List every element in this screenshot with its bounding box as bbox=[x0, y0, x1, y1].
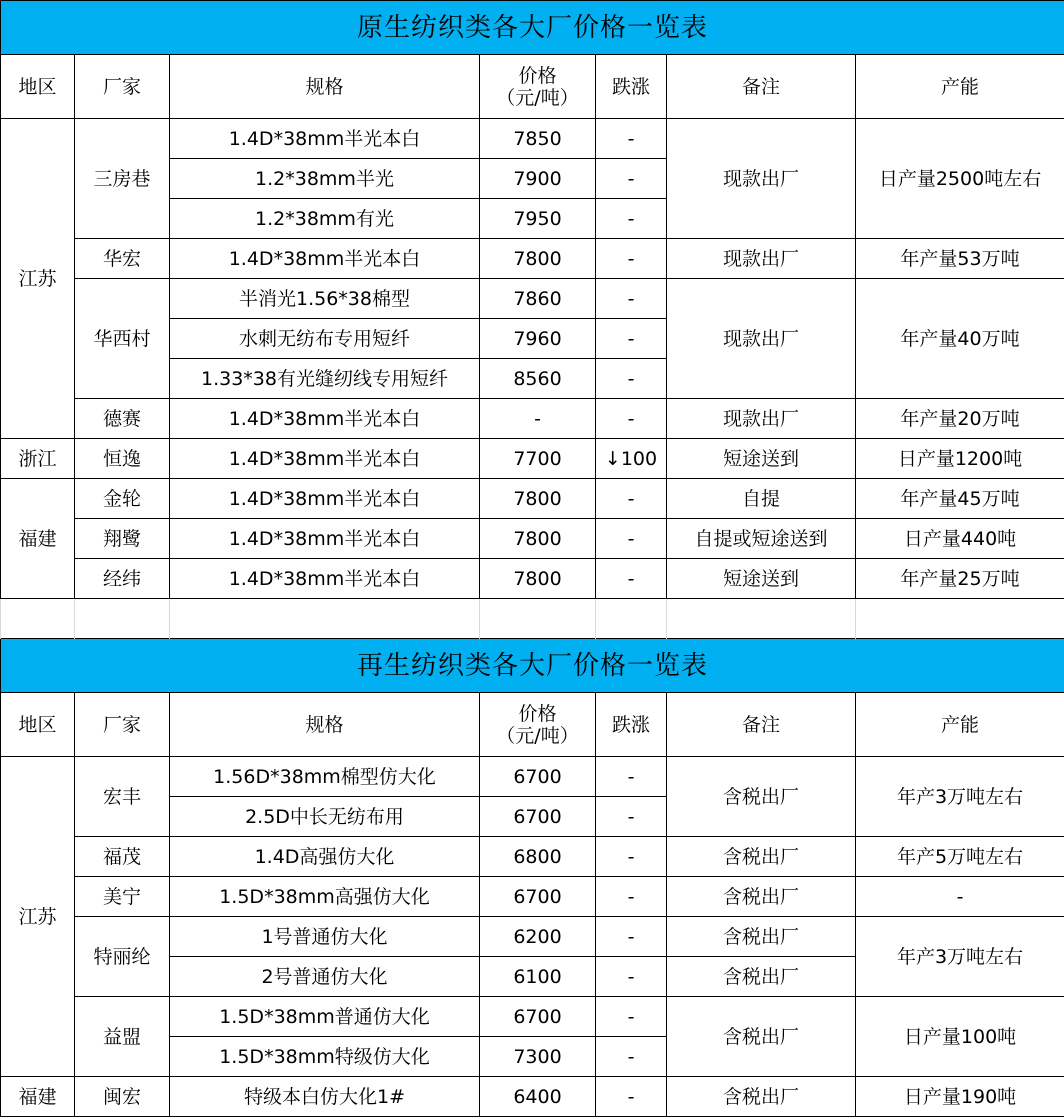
capacity-cell: 年产5万吨左右 bbox=[856, 837, 1064, 877]
factory-cell: 恒逸 bbox=[75, 439, 170, 479]
change-cell: - bbox=[596, 239, 667, 279]
note-cell: 短途送到 bbox=[667, 559, 856, 599]
change-cell: - bbox=[596, 159, 667, 199]
capacity-cell: 日产量440吨 bbox=[856, 519, 1064, 559]
price-cell: 6700 bbox=[480, 757, 596, 797]
change-cell: - bbox=[596, 359, 667, 399]
capacity-cell: 日产量190吨 bbox=[856, 1077, 1064, 1117]
spec-cell: 1.4D*38mm半光本白 bbox=[170, 239, 480, 279]
change-cell: - bbox=[596, 837, 667, 877]
change-cell: - bbox=[596, 1077, 667, 1117]
spec-cell: 1.4D*38mm半光本白 bbox=[170, 119, 480, 159]
factory-cell: 美宁 bbox=[75, 877, 170, 917]
price-cell: 6700 bbox=[480, 997, 596, 1037]
header-factory: 厂家 bbox=[75, 693, 170, 757]
table-row bbox=[1, 559, 1064, 599]
spec-cell: 1.56D*38mm棉型仿大化 bbox=[170, 757, 480, 797]
table-row bbox=[1, 1077, 1064, 1117]
header-spec: 规格 bbox=[170, 693, 480, 757]
change-cell: - bbox=[596, 917, 667, 957]
note-cell: 现款出厂 bbox=[667, 119, 856, 239]
table-row bbox=[1, 757, 1064, 797]
table-row bbox=[1, 837, 1064, 877]
header-note: 备注 bbox=[667, 693, 856, 757]
price-cell: 6400 bbox=[480, 1077, 596, 1117]
change-cell: - bbox=[596, 797, 667, 837]
capacity-cell: 年产量40万吨 bbox=[856, 279, 1064, 399]
factory-cell: 经纬 bbox=[75, 559, 170, 599]
change-cell: - bbox=[596, 519, 667, 559]
note-cell: 现款出厂 bbox=[667, 279, 856, 399]
change-cell: - bbox=[596, 199, 667, 239]
price-cell: 7800 bbox=[480, 559, 596, 599]
spec-cell: 1.4D*38mm半光本白 bbox=[170, 519, 480, 559]
header-spec: 规格 bbox=[170, 55, 480, 119]
spec-cell: 特级本白仿大化1# bbox=[170, 1077, 480, 1117]
change-cell: - bbox=[596, 757, 667, 797]
spec-cell: 1.4D*38mm半光本白 bbox=[170, 559, 480, 599]
note-cell: 含税出厂 bbox=[667, 997, 856, 1077]
table-row bbox=[1, 279, 1064, 319]
spec-cell: 水刺无纺布专用短纤 bbox=[170, 319, 480, 359]
note-cell: 自提 bbox=[667, 479, 856, 519]
spec-cell: 1.5D*38mm特级仿大化 bbox=[170, 1037, 480, 1077]
spec-cell: 1.4D高强仿大化 bbox=[170, 837, 480, 877]
change-cell: - bbox=[596, 479, 667, 519]
note-cell: 含税出厂 bbox=[667, 877, 856, 917]
table-row bbox=[1, 439, 1064, 479]
header-note: 备注 bbox=[667, 55, 856, 119]
factory-cell: 华西村 bbox=[75, 279, 170, 399]
spacer-row bbox=[1, 599, 1064, 639]
note-cell: 含税出厂 bbox=[667, 757, 856, 837]
table-row bbox=[1, 877, 1064, 917]
price-cell: 6700 bbox=[480, 797, 596, 837]
change-cell: - bbox=[596, 319, 667, 359]
change-cell: - bbox=[596, 119, 667, 159]
price-cell: 7960 bbox=[480, 319, 596, 359]
price-cell: 7900 bbox=[480, 159, 596, 199]
table-row bbox=[1, 239, 1064, 279]
header-capacity: 产能 bbox=[856, 693, 1064, 757]
region-cell: 江苏 bbox=[1, 757, 75, 1077]
factory-cell: 宏丰 bbox=[75, 757, 170, 837]
header-change: 跌涨 bbox=[596, 55, 667, 119]
spec-cell: 1.2*38mm有光 bbox=[170, 199, 480, 239]
price-cell: 6700 bbox=[480, 877, 596, 917]
region-cell: 福建 bbox=[1, 1077, 75, 1117]
change-cell: - bbox=[596, 877, 667, 917]
header-price: 价格 （元/吨） bbox=[480, 693, 596, 757]
factory-cell: 德赛 bbox=[75, 399, 170, 439]
change-cell: ↓100 bbox=[596, 439, 667, 479]
price-cell: 7850 bbox=[480, 119, 596, 159]
spec-cell: 2号普通仿大化 bbox=[170, 957, 480, 997]
spec-cell: 1.4D*38mm半光本白 bbox=[170, 479, 480, 519]
header-capacity: 产能 bbox=[856, 55, 1064, 119]
change-cell: - bbox=[596, 997, 667, 1037]
capacity-cell: 日产量2500吨左右 bbox=[856, 119, 1064, 239]
note-cell: 含税出厂 bbox=[667, 1077, 856, 1117]
spec-cell: 1.4D*38mm半光本白 bbox=[170, 439, 480, 479]
spec-cell: 1.2*38mm半光 bbox=[170, 159, 480, 199]
price-cell: 7700 bbox=[480, 439, 596, 479]
price-cell: 6800 bbox=[480, 837, 596, 877]
factory-cell: 翔鹭 bbox=[75, 519, 170, 559]
factory-cell: 益盟 bbox=[75, 997, 170, 1077]
region-cell: 福建 bbox=[1, 479, 75, 599]
header-factory: 厂家 bbox=[75, 55, 170, 119]
price-cell: 7300 bbox=[480, 1037, 596, 1077]
price-cell: - bbox=[480, 399, 596, 439]
factory-cell: 华宏 bbox=[75, 239, 170, 279]
table-row bbox=[1, 119, 1064, 159]
table-title: 再生纺织类各大厂价格一览表 bbox=[1, 639, 1064, 693]
capacity-cell: - bbox=[856, 877, 1064, 917]
price-cell: 8560 bbox=[480, 359, 596, 399]
spec-cell: 1号普通仿大化 bbox=[170, 917, 480, 957]
capacity-cell: 日产量100吨 bbox=[856, 997, 1064, 1077]
capacity-cell: 年产3万吨左右 bbox=[856, 757, 1064, 837]
price-cell: 7800 bbox=[480, 479, 596, 519]
price-cell: 6100 bbox=[480, 957, 596, 997]
change-cell: - bbox=[596, 957, 667, 997]
factory-cell: 特丽纶 bbox=[75, 917, 170, 997]
header-region: 地区 bbox=[1, 55, 75, 119]
capacity-cell: 日产量1200吨 bbox=[856, 439, 1064, 479]
change-cell: - bbox=[596, 559, 667, 599]
factory-cell: 闽宏 bbox=[75, 1077, 170, 1117]
factory-cell: 金轮 bbox=[75, 479, 170, 519]
capacity-cell: 年产3万吨左右 bbox=[856, 917, 1064, 997]
spec-cell: 1.5D*38mm普通仿大化 bbox=[170, 997, 480, 1037]
region-cell: 江苏 bbox=[1, 119, 75, 439]
region-cell: 浙江 bbox=[1, 439, 75, 479]
table-title: 原生纺织类各大厂价格一览表 bbox=[1, 1, 1064, 55]
price-cell: 7800 bbox=[480, 519, 596, 559]
change-cell: - bbox=[596, 279, 667, 319]
table-row bbox=[1, 399, 1064, 439]
spec-cell: 半消光1.56*38棉型 bbox=[170, 279, 480, 319]
table-row bbox=[1, 479, 1064, 519]
table-row bbox=[1, 997, 1064, 1037]
spec-cell: 2.5D中长无纺布用 bbox=[170, 797, 480, 837]
note-cell: 含税出厂 bbox=[667, 917, 856, 957]
price-cell: 7800 bbox=[480, 239, 596, 279]
note-cell: 含税出厂 bbox=[667, 957, 856, 997]
factory-cell: 福茂 bbox=[75, 837, 170, 877]
capacity-cell: 年产量25万吨 bbox=[856, 559, 1064, 599]
note-cell: 短途送到 bbox=[667, 439, 856, 479]
capacity-cell: 年产量45万吨 bbox=[856, 479, 1064, 519]
spec-cell: 1.33*38有光缝纫线专用短纤 bbox=[170, 359, 480, 399]
header-region: 地区 bbox=[1, 693, 75, 757]
table-row bbox=[1, 917, 1064, 957]
change-cell: - bbox=[596, 1037, 667, 1077]
spec-cell: 1.4D*38mm半光本白 bbox=[170, 399, 480, 439]
price-cell: 7950 bbox=[480, 199, 596, 239]
table-row bbox=[1, 519, 1064, 559]
header-change: 跌涨 bbox=[596, 693, 667, 757]
note-cell: 含税出厂 bbox=[667, 837, 856, 877]
price-cell: 6200 bbox=[480, 917, 596, 957]
note-cell: 自提或短途送到 bbox=[667, 519, 856, 559]
change-cell: - bbox=[596, 399, 667, 439]
capacity-cell: 年产量53万吨 bbox=[856, 239, 1064, 279]
factory-cell: 三房巷 bbox=[75, 119, 170, 239]
note-cell: 现款出厂 bbox=[667, 399, 856, 439]
price-cell: 7860 bbox=[480, 279, 596, 319]
note-cell: 现款出厂 bbox=[667, 239, 856, 279]
header-price: 价格 （元/吨） bbox=[480, 55, 596, 119]
spec-cell: 1.5D*38mm高强仿大化 bbox=[170, 877, 480, 917]
capacity-cell: 年产量20万吨 bbox=[856, 399, 1064, 439]
